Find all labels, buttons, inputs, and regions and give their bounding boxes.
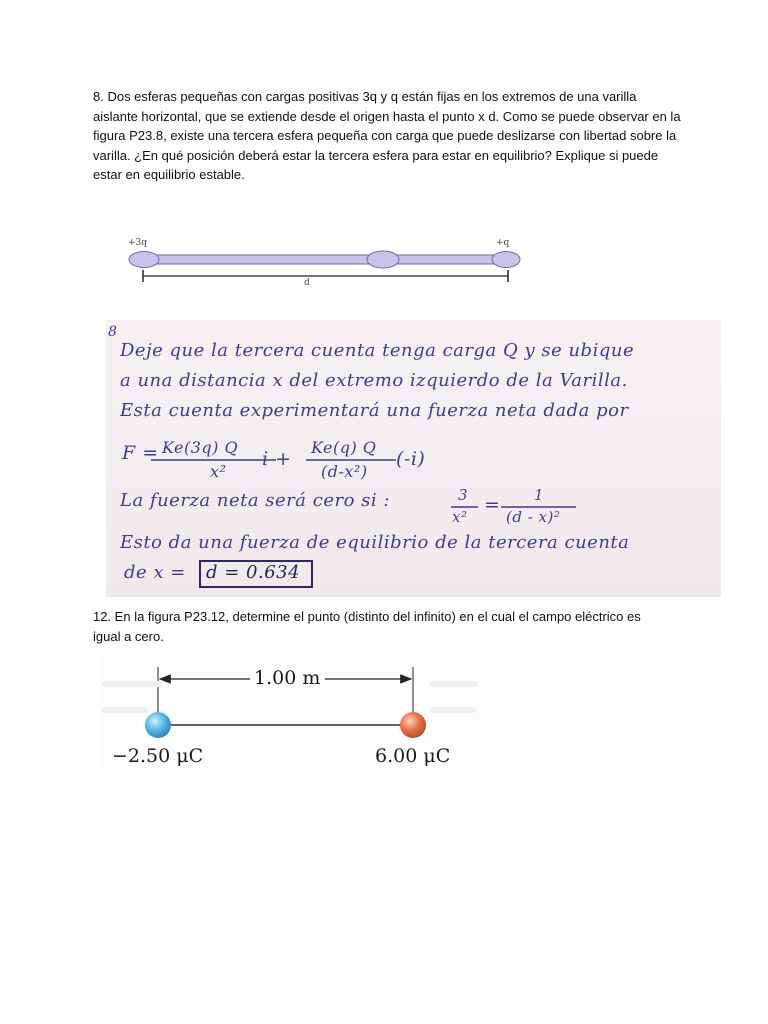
hw-line-2: a una distancia x del extremo izquierdo de la Varilla. — [120, 370, 628, 391]
rod — [142, 255, 506, 264]
distance-label: 1.00 m — [254, 667, 321, 689]
figure-p23-8 — [118, 232, 528, 292]
left-charge-label: +3q — [128, 238, 148, 248]
hw-frac1-den: x² — [210, 462, 227, 481]
figure-p23-12 — [100, 655, 480, 775]
hw-force-label: F = — [122, 442, 159, 464]
hw-frac2-den: (d-x²) — [321, 462, 368, 481]
faded-bg-text — [102, 681, 162, 687]
hw-frac4-num: 1 — [534, 486, 545, 504]
hw-line-6: Esto da una fuerza de equilibrio de la tercera cuenta — [120, 532, 630, 553]
hw-unit-i: i + — [262, 448, 292, 470]
hw-equals: = — [484, 494, 501, 516]
negative-charge-label: −2.50 μC — [112, 745, 204, 767]
hw-frac1-num: Ke(3q) Q — [162, 438, 239, 457]
left-sphere — [129, 252, 159, 268]
hw-line-3: Esta cuenta experimentará una fuerza neta dada por — [120, 400, 629, 421]
hw-frac4-den: (d - x)² — [506, 508, 561, 526]
right-charge-label: +q — [496, 238, 510, 248]
middle-sphere — [367, 251, 399, 268]
hw-line-5: La fuerza neta será cero si : — [120, 490, 390, 511]
hw-line-7-prefix: de x = — [124, 562, 186, 583]
hw-answer: d = 0.634 — [206, 562, 301, 583]
hw-frac2-num: Ke(q) Q — [311, 438, 377, 457]
hw-frac3-den: x² — [452, 508, 468, 526]
handwritten-solution-photo — [106, 320, 721, 597]
faded-bg-text — [430, 707, 476, 713]
positive-charge-sphere — [400, 712, 426, 738]
hw-frac3-num: 3 — [458, 486, 469, 504]
distance-label: d — [304, 278, 310, 288]
hw-line-1: Deje que la tercera cuenta tenga carga Q y se ubique — [120, 340, 635, 361]
hw-neg-i: (-i) — [396, 448, 426, 470]
rod-diagram — [118, 232, 528, 292]
problem-12-text: 12. En la figura P23.12, determine el punto (distinto del infinito) en el cual el campo eléctrico es igual a cero. — [93, 609, 641, 644]
faded-bg-text — [102, 707, 148, 713]
hw-number: 8 — [108, 324, 118, 340]
positive-charge-label: 6.00 μC — [375, 745, 451, 767]
right-sphere — [492, 252, 520, 268]
faded-bg-text — [430, 681, 478, 687]
problem-8-text: 8. Dos esferas pequeñas con cargas positivas 3q y q están fijas en los extremos de una varilla aislante horizontal, que se extiende desde el origen hasta el punto x d. Como se puede observar en la figura P23.8, existe una tercera esfera pequeña con carga que puede deslizarse con libertad sobre la varilla. ¿En qué posición deberá estar la tercera esfera para estar en equilibrio? Explique si puede estar en equilibrio estable. — [93, 89, 681, 182]
negative-charge-sphere — [145, 712, 171, 738]
